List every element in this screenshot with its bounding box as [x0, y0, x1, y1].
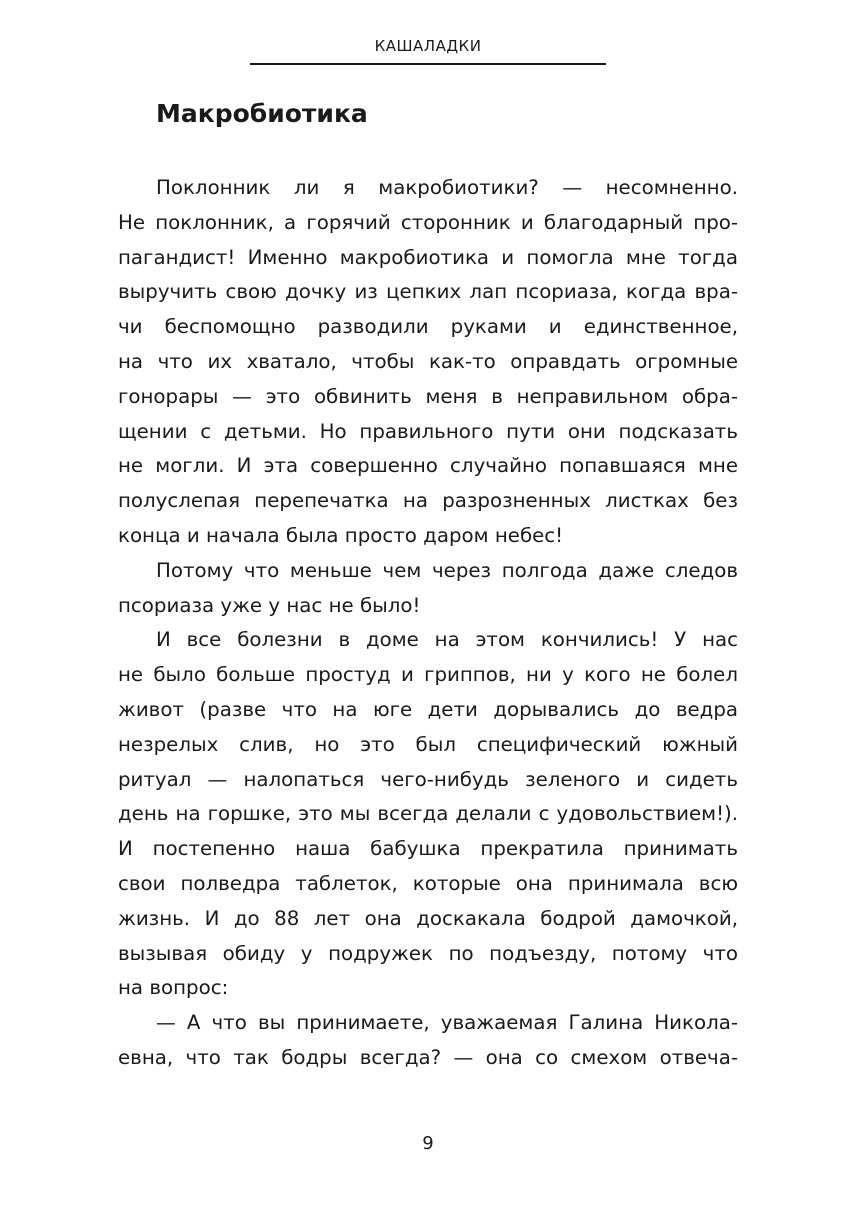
text-line: на что их хватало, чтобы как-то оправдать огромные — [118, 349, 738, 373]
text-line: выручить свою дочку из цепких лап псориаза, когда вра- — [118, 280, 738, 304]
text-line: чи беспомощно разводили руками и единственное, — [118, 315, 738, 339]
text-line: не было больше простуд и гриппов, ни у кого не болел — [118, 663, 738, 687]
chapter-title: Макробиотика — [156, 99, 368, 128]
text-line: Не поклонник, а горячий сторонник и благодарный про- — [118, 210, 738, 234]
text-line: конца и начала была просто даром небес! — [118, 523, 564, 547]
running-head: КАШАЛАДКИ — [374, 37, 482, 55]
text-line: незрелых слив, но это был специфический южный — [118, 732, 738, 756]
header-rule — [250, 63, 606, 65]
text-line: ритуал — налопаться чего-нибудь зеленого и сидеть — [118, 767, 738, 791]
text-line: живот (разве что на юге дети дорывались до ведра — [118, 697, 738, 721]
text-line: полуслепая перепечатка на разрозненных листках без — [118, 489, 738, 513]
text-line: день на горшке, это мы всегда делали с удовольствием!). — [118, 802, 738, 826]
text-line: на вопрос: — [118, 976, 229, 1000]
text-line: И постепенно наша бабушка прекратила принимать — [118, 837, 738, 861]
text-line: пагандист! Именно макробиотика и помогла мне тогда — [118, 245, 738, 269]
text-line: свои полведра таблеток, которые она принимала всю — [118, 871, 738, 895]
text-line: И все болезни в доме на этом кончились! У нас — [156, 628, 738, 652]
text-line: — А что вы принимаете, уважаемая Галина Никола- — [156, 1011, 738, 1035]
text-line: евна, что так бодры всегда? — она со смехом отвеча- — [118, 1045, 738, 1069]
body-text — [118, 171, 738, 1076]
text-line: щении с детьми. Но правильного пути они подсказать — [118, 419, 738, 443]
text-line: Потому что меньше чем через полгода даже следов — [156, 558, 738, 582]
text-line: жизнь. И до 88 лет она доскакала бодрой дамочкой, — [118, 906, 738, 930]
text-line: Поклонник ли я макробиотики? — несомненно. — [156, 176, 738, 199]
text-line: вызывая обиду у подружек по подъезду, потому что — [118, 941, 738, 965]
text-line: псориаза уже у нас не было! — [118, 593, 421, 617]
text-line: гонорары — это обвинить меня в неправильном обра- — [118, 384, 738, 408]
text-line: не могли. И эта совершенно случайно попавшаяся мне — [118, 454, 738, 478]
page-number: 9 — [422, 1133, 434, 1154]
